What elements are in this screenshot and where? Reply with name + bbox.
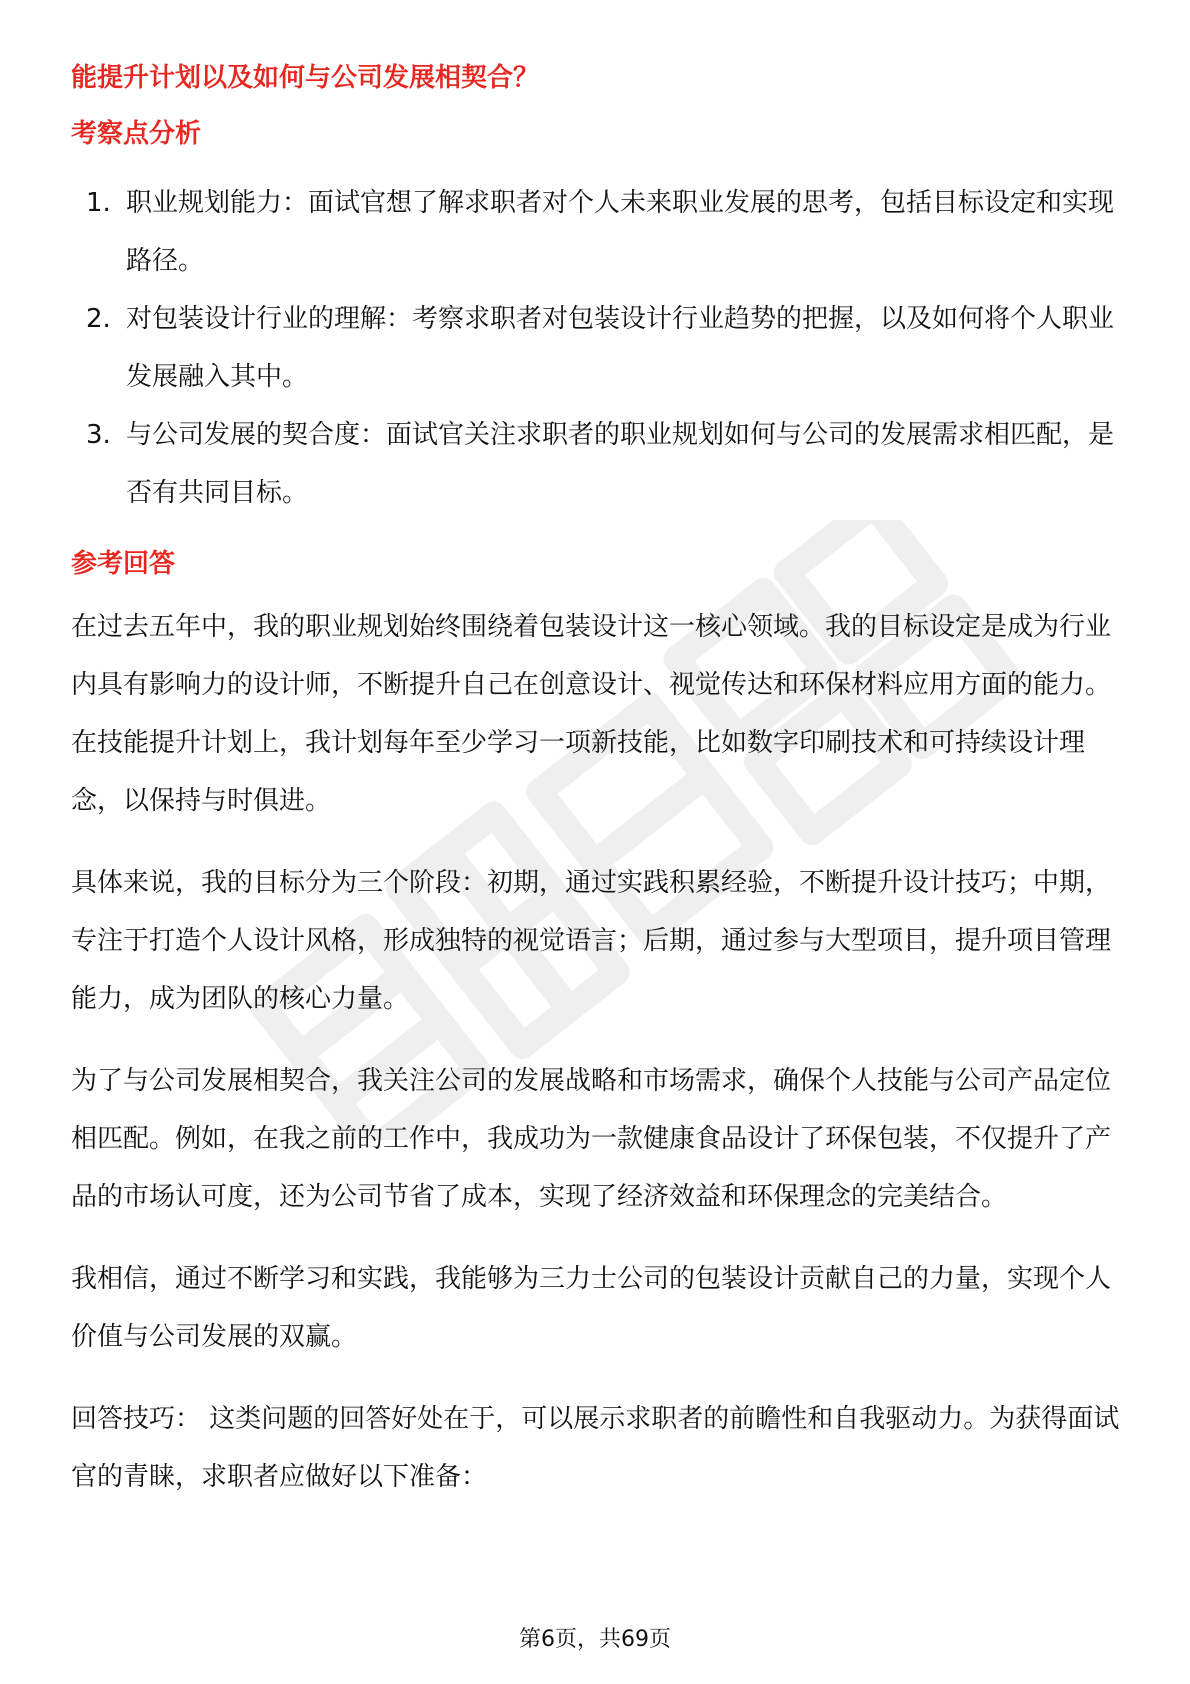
question-title: 能提升计划以及如何与公司发展相契合？	[71, 63, 540, 93]
list-item-number: 1.	[86, 188, 111, 218]
list-item-number: 3.	[86, 420, 111, 450]
page-number-footer: 第6页，共69页	[519, 1627, 671, 1652]
answer-paragraph: 为了与公司发展相契合，我关注公司的发展战略和市场需求，确保个人技能与公司产品定位相匹配。例如，在我之前的工作中，我成功为一款健康食品设计了环保包装，不仅提升了产品的市场认可度，还为公司节省了成本，实现了经济效益和环保理念的完美结合。	[71, 1066, 1112, 1212]
answer-heading: 参考回答	[71, 549, 176, 579]
answer-tips-paragraph: 回答技巧： 这类问题的回答好处在于，可以展示求职者的前瞻性和自我驱动力。为获得面试官的青睐，求职者应做好以下准备：	[71, 1404, 1120, 1492]
answer-paragraph: 在过去五年中，我的职业规划始终围绕着包装设计这一核心领域。我的目标设定是成为行业内具有影响力的设计师，不断提升自己在创意设计、视觉传达和环保材料应用方面的能力。在技能提升计划上，我计划每年至少学习一项新技能，比如数字印刷技术和可持续设计理念，以保持与时俱进。	[71, 612, 1112, 816]
list-item-text: 与公司发展的契合度：面试官关注求职者的职业规划如何与公司的发展需求相匹配，是否有共同目标。	[126, 420, 1115, 508]
list-item	[71, 406, 1121, 522]
answer-paragraph: 我相信，通过不断学习和实践，我能够为三力士公司的包装设计贡献自己的力量，实现个人价值与公司发展的双赢。	[71, 1264, 1112, 1352]
analysis-heading: 考察点分析	[71, 119, 202, 149]
list-item-text: 职业规划能力：面试官想了解求职者对个人未来职业发展的思考，包括目标设定和实现路径。	[126, 188, 1115, 276]
list-item-number: 2.	[86, 304, 111, 334]
main-content	[71, 58, 1121, 1506]
list-item	[71, 290, 1121, 406]
analysis-point-list	[71, 174, 1121, 522]
list-item-text: 对包装设计行业的理解：考察求职者对包装设计行业趋势的把握，以及如何将个人职业发展融入其中。	[126, 304, 1115, 392]
list-item	[71, 174, 1121, 290]
answer-paragraph: 具体来说，我的目标分为三个阶段：初期，通过实践积累经验，不断提升设计技巧；中期，专注于打造个人设计风格，形成独特的视觉语言；后期，通过参与大型项目，提升项目管理能力，成为团队的核心力量。	[71, 868, 1112, 1014]
